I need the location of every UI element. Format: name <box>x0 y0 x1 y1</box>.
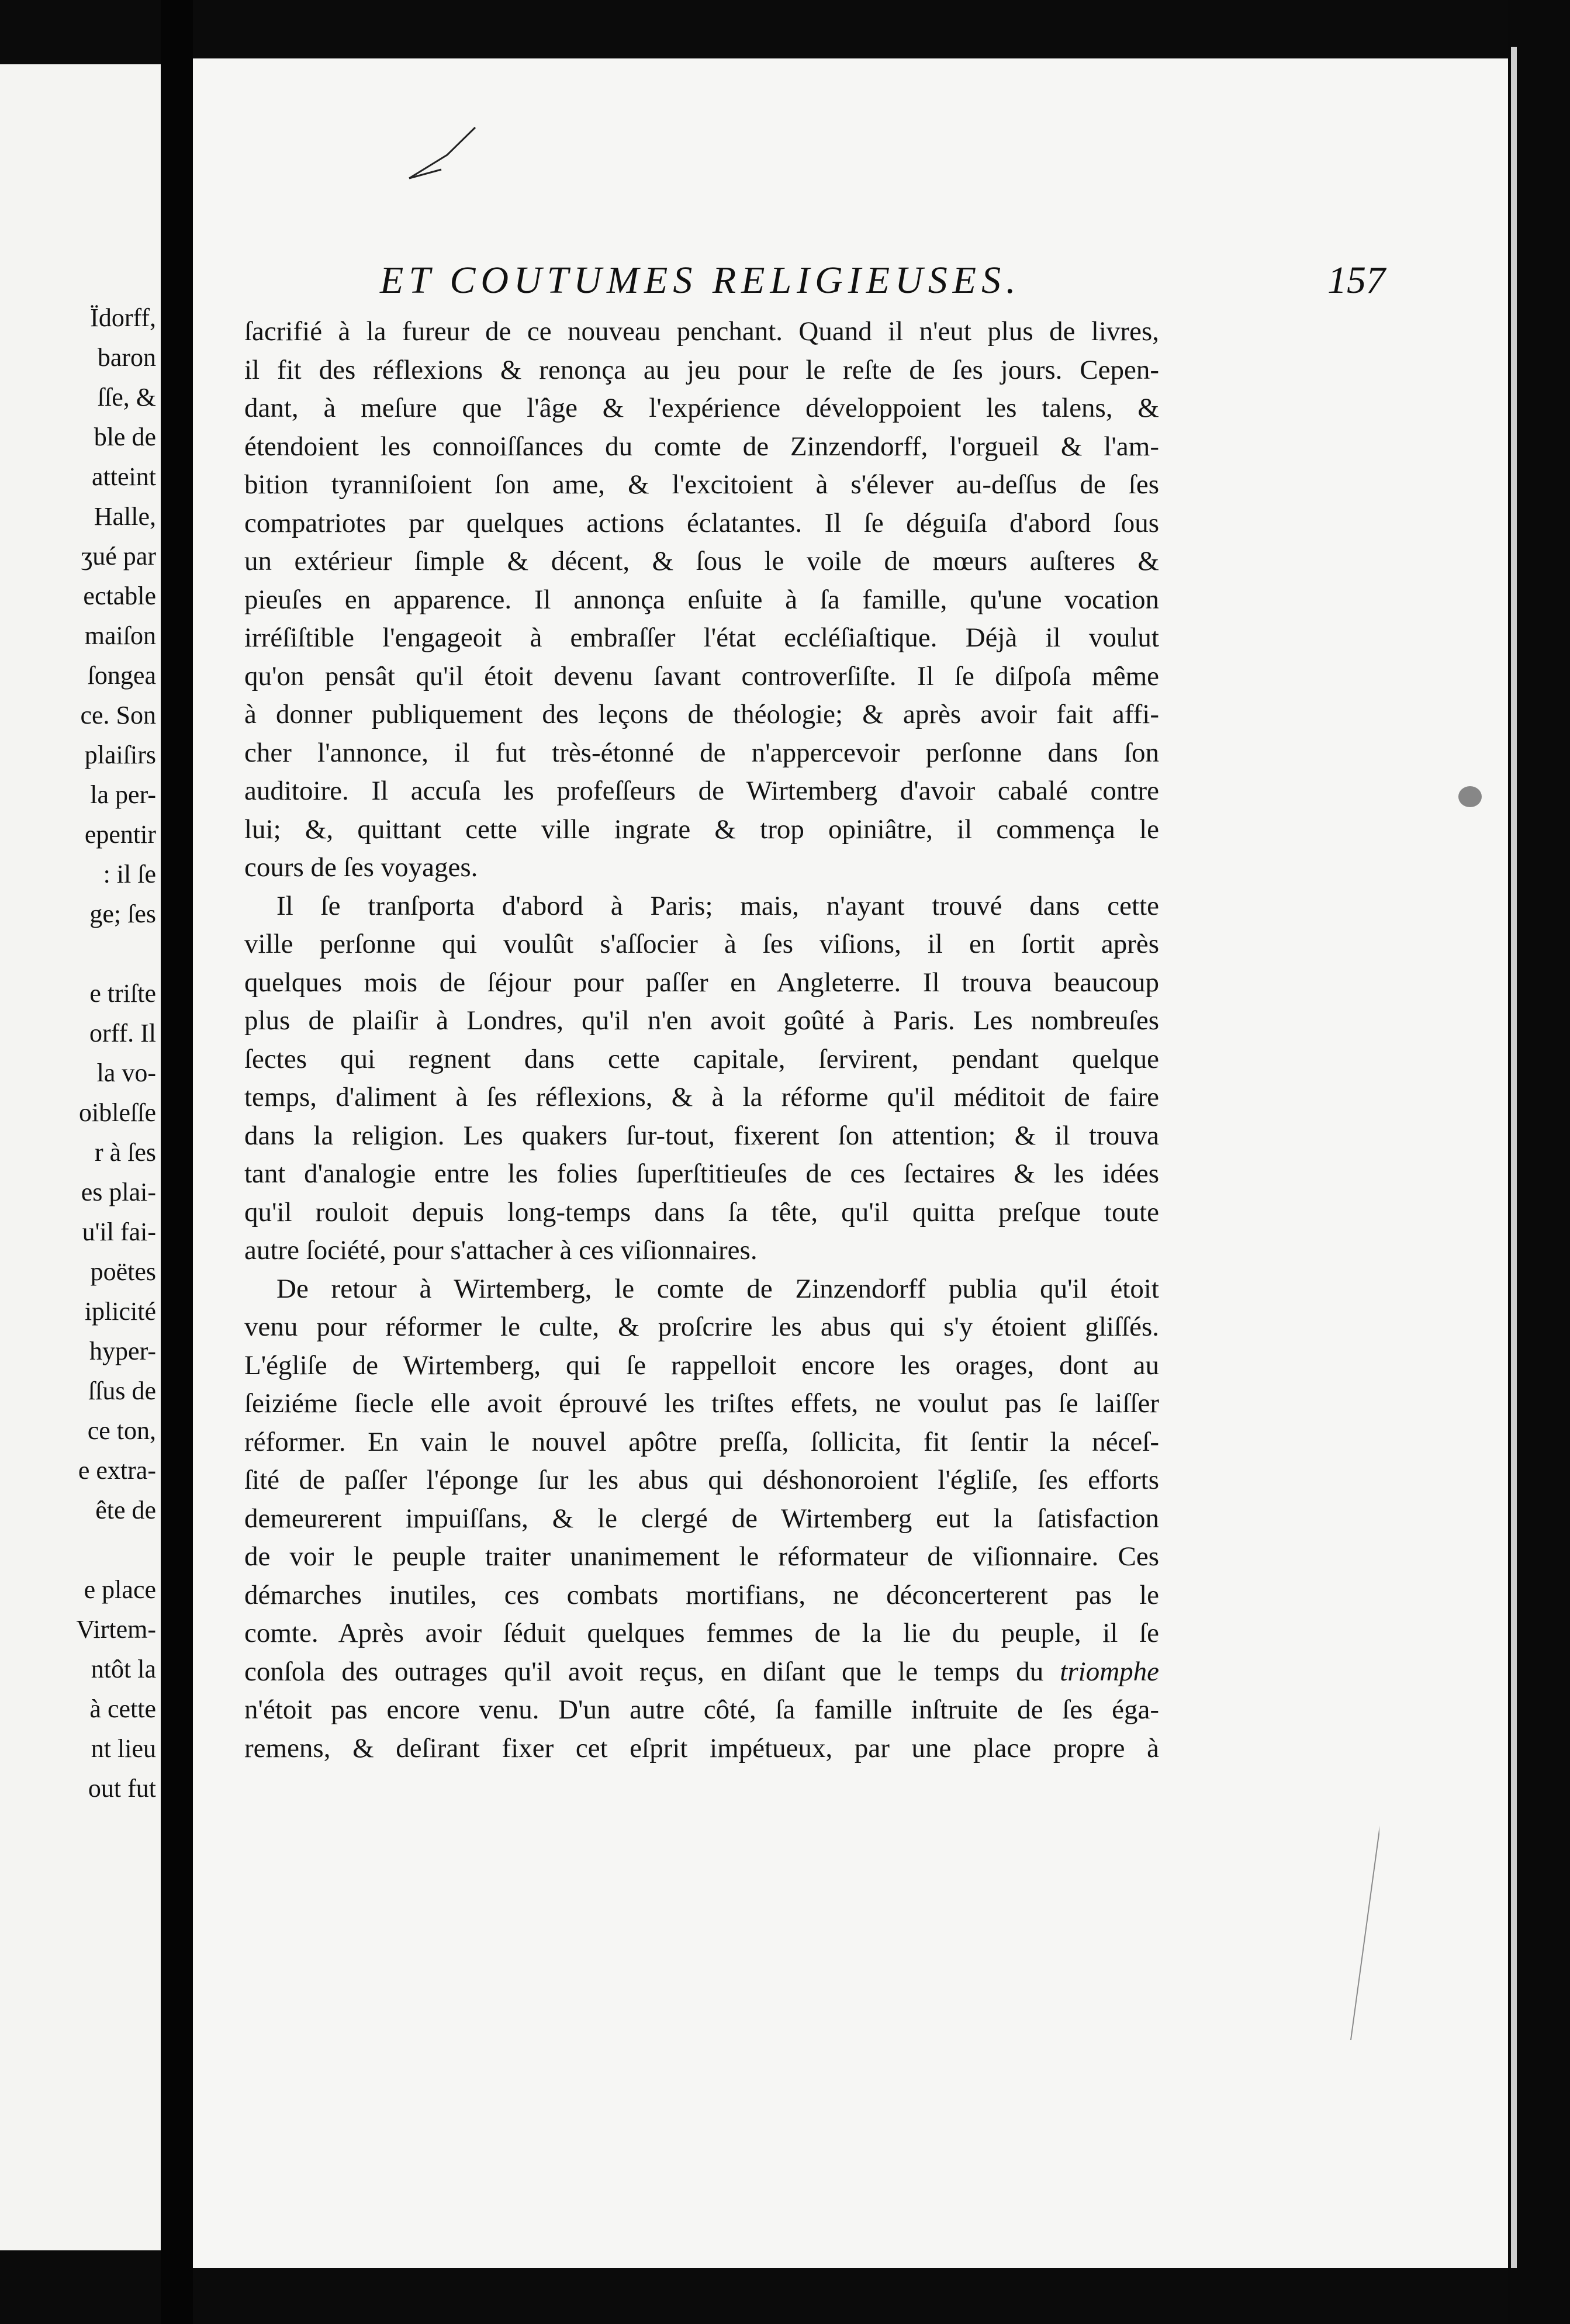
left-page-line: hyper- <box>89 1337 156 1365</box>
left-page-line: poëtes <box>90 1257 156 1286</box>
text-line: ſectes qui regnent dans cette capitale, ſervirent, pendant quelque <box>244 1043 1159 1074</box>
text-line: ſeiziéme ſiecle elle avoit éprouvé les triſtes effets, ne voulut pas ſe laiſſer <box>244 1388 1159 1419</box>
text-line: lui; &, quittant cette ville ingrate & trop opiniâtre, il commença le <box>244 814 1159 845</box>
left-page-line: ce. Son <box>80 701 156 729</box>
left-page-line: atteint <box>92 462 156 491</box>
left-facing-page <box>0 64 161 2250</box>
text-line: quelques mois de ſéjour pour paſſer en Angleterre. Il trouva beaucoup <box>244 967 1159 998</box>
left-page-line: ectable <box>83 582 156 610</box>
text-line: il fit des réflexions & renonça au jeu pour le reſte de ſes jours. Cepen- <box>244 354 1159 385</box>
text-line: bition tyranniſoient ſon ame, & l'excitoient à s'élever au-deſſus de ſes <box>244 469 1159 500</box>
left-page-line: epentir <box>84 820 156 849</box>
left-page-line: ête de <box>95 1496 156 1524</box>
left-page-line: ʒué par <box>81 542 156 570</box>
left-page-line: plaiſirs <box>84 741 156 769</box>
pencil-mark-icon <box>406 123 482 187</box>
left-page-line: oibleſſe <box>79 1098 156 1127</box>
text-line: remens, & deſirant fixer cet eſprit impétueux, par une place propre à <box>244 1732 1159 1763</box>
left-page-line: ſſe, & <box>97 383 156 411</box>
left-page-text <box>0 298 156 1808</box>
left-page-line: maiſon <box>84 621 156 650</box>
text-line: démarches inutiles, ces combats mortifians, ne déconcerterent pas le <box>244 1579 1159 1610</box>
text-line: temps, d'aliment à ſes réflexions, & à la réforme qu'il méditoit de faire <box>244 1082 1159 1112</box>
text-line: cher l'annonce, il fut très-étonné de n'appercevoir perſonne dans ſon <box>244 737 1159 768</box>
left-page-line: out fut <box>88 1774 156 1803</box>
text-line: de voir le peuple traiter unanimement le réformateur de viſionnaire. Ces <box>244 1541 1159 1572</box>
text-line: dant, à meſure que l'âge & l'expérience développoient les talens, & <box>244 393 1159 423</box>
text-line: autre ſociété, pour s'attacher à ces viſionnaires. <box>244 1235 758 1265</box>
text-line: étendoient les connoiſſances du comte de Zinzendorff, l'orgueil & l'am- <box>244 431 1159 462</box>
text-line: pieuſes en apparence. Il annonça enſuite à ſa famille, qu'une vocation <box>244 584 1159 615</box>
text-line: demeurerent impuiſſans, & le clergé de Wirtemberg eut la ſatisfaction <box>244 1503 1159 1534</box>
text-line: compatriotes par quelques actions éclatantes. Il ſe déguiſa d'abord ſous <box>244 507 1159 538</box>
text-line: tant d'analogie entre les folies ſuperſtitieuſes de ces ſectaires & les idées <box>244 1158 1159 1189</box>
body-text <box>244 313 1159 1768</box>
left-page-line: : il ſe <box>103 860 156 888</box>
left-page-line <box>0 934 156 974</box>
text-line: qu'on pensât qu'il étoit devenu ſavant controverſiſte. Il ſe diſpoſa même <box>244 660 1159 691</box>
text-line: L'égliſe de Wirtemberg, qui ſe rappelloit encore les orages, dont au <box>244 1350 1159 1381</box>
running-title: ET COUTUMES RELIGIEUSES. <box>380 259 1021 302</box>
left-page-line: Virtem- <box>76 1615 156 1644</box>
text-line: ſacrifié à la fureur de ce nouveau penchant. Quand il n'eut plus de livres, <box>244 316 1159 347</box>
text-line: venu pour réformer le culte, & proſcrire les abus qui s'y étoient gliſſés. <box>244 1312 1159 1342</box>
text-line: De retour à Wirtemberg, le comte de Zinzendorff publia qu'il étoit <box>276 1273 1159 1304</box>
left-page-line: la vo- <box>96 1059 156 1087</box>
text-line: ſité de paſſer l'éponge ſur les abus qui déshonoroient l'égliſe, ſes efforts <box>244 1465 1159 1495</box>
text-line: auditoire. Il accuſa les profeſſeurs de Wirtemberg d'avoir cabalé contre <box>244 776 1159 806</box>
left-page-line: la per- <box>90 780 156 809</box>
left-page-line: e place <box>84 1575 156 1604</box>
left-page-line: ſſus de <box>88 1377 156 1405</box>
left-page-line: nt lieu <box>91 1734 156 1763</box>
ink-spot <box>1458 786 1482 807</box>
text-line: Il ſe tranſporta d'abord à Paris; mais, n'ayant trouvé dans cette <box>276 890 1159 921</box>
text-line: plus de plaiſir à Londres, qu'il n'en avoit goûté à Paris. Les nombreuſes <box>244 1005 1159 1036</box>
text-line: cours de ſes voyages. <box>244 852 478 883</box>
text-line: irréſiſtible l'engageoit à embraſſer l'état eccléſiaſtique. Déjà il voulut <box>244 622 1159 653</box>
right-edge-shadow <box>1508 0 1570 2324</box>
left-page-line: ce ton, <box>87 1416 156 1445</box>
left-page-line: Halle, <box>94 502 156 531</box>
text-line: dans la religion. Les quakers ſur-tout, fixerent ſon attention; & il trouva <box>244 1120 1159 1151</box>
text-line: réformer. En vain le nouvel apôtre preſſa, ſollicita, fit ſentir la néceſ- <box>244 1426 1159 1457</box>
book-gutter <box>161 0 193 2324</box>
left-page-line: ſongea <box>87 661 156 690</box>
left-page-line: baron <box>97 343 156 372</box>
page-edge <box>1511 47 1517 2268</box>
left-page-line: u'il fai- <box>82 1218 156 1246</box>
left-page-line: ge; ſes <box>89 900 156 928</box>
left-page-line: orff. Il <box>89 1019 156 1047</box>
left-page-line: ble de <box>94 423 156 451</box>
left-page-line: r à ſes <box>94 1138 156 1167</box>
left-page-line: à cette <box>89 1694 156 1723</box>
left-page-line: e triſte <box>89 979 156 1008</box>
right-page <box>193 58 1508 2268</box>
text-line: conſola des outrages qu'il avoit reçus, en diſant que le temps du triomphe <box>244 1656 1159 1687</box>
text-line: à donner publiquement des leçons de théologie; & après avoir fait affi- <box>244 699 1159 729</box>
text-line: comte. Après avoir ſéduit quelques femmes de la lie du peuple, il ſe <box>244 1618 1159 1648</box>
running-head <box>380 254 1385 307</box>
page-number: 157 <box>1327 259 1385 302</box>
left-page-line: e extra- <box>78 1456 156 1485</box>
text-line: un extérieur ſimple & décent, & ſous le voile de mœurs auſteres & <box>244 546 1159 576</box>
left-page-line <box>0 1530 156 1570</box>
left-page-line: iplicité <box>84 1297 156 1326</box>
pencil-stroke-icon <box>1315 1654 1379 2040</box>
left-page-line: es plai- <box>81 1178 156 1206</box>
left-page-line: Ïdorff, <box>90 303 156 332</box>
left-page-line: ntôt la <box>91 1655 156 1683</box>
text-line: ville perſonne qui voulût s'aſſocier à ſes viſions, il en ſortit après <box>244 929 1159 959</box>
text-line: qu'il rouloit depuis long-temps dans ſa tête, qu'il quitta preſque toute <box>244 1196 1159 1227</box>
text-line: n'étoit pas encore venu. D'un autre côté, ſa famille inſtruite de ſes éga- <box>244 1694 1159 1725</box>
